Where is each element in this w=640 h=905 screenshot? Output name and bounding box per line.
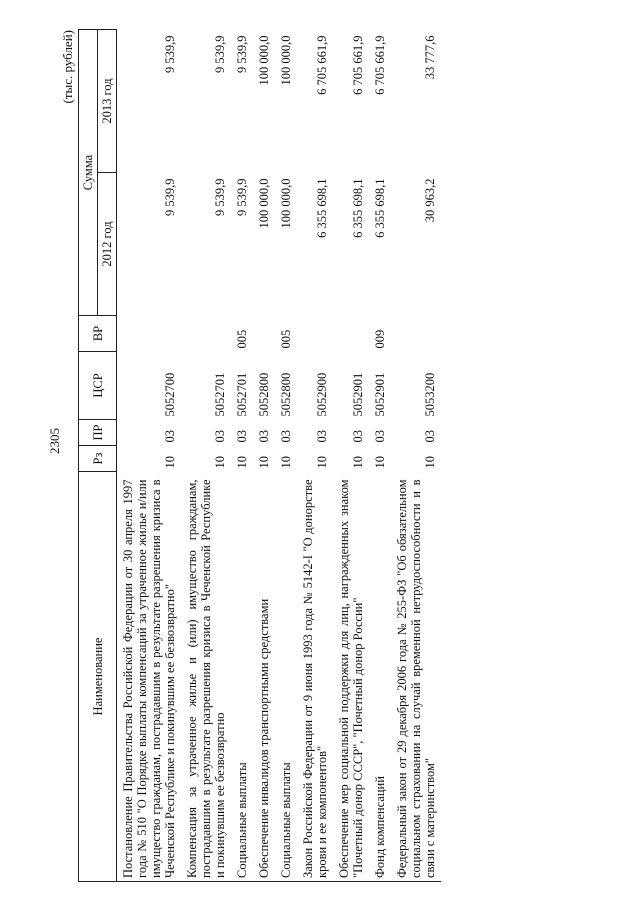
row-2012: 100 000,0 [279,178,293,229]
row-rz: 10 [213,456,227,469]
row-name: Постановление Правительства Российской Федерации от 30 апреля 1997 года № 510 "О Порядке выплаты компенсаций за утраченное жилье и/или имущество гражданам, пострадавшим в результате разрешения кризиса в Чеченской Республике и покинувшим ее безвозвратно" [117,472,182,882]
row-vr [117,316,182,352]
row-name: Федеральный закон от 29 декабря 2006 года № 255-ФЗ "Об обязательном социальном страховании на случай временной нетрудоспособности и в связи с материнством" [391,472,441,882]
row-rz: 10 [163,456,177,469]
row-2013: 9 539,9 [213,35,227,73]
row-2012: 6 355 698,1 [373,178,387,238]
row-csr: 5052701 [213,372,227,417]
row-vr: 005 [235,329,249,349]
row-2013: 6 705 661,9 [373,35,387,95]
row-2013: 6 705 661,9 [315,35,329,95]
page-number: 2305 [47,428,62,454]
table-row [297,30,333,882]
row-name: Социальные выплаты [275,472,297,882]
row-rz: 10 [373,456,387,469]
row-csr: 5052901 [373,372,387,417]
row-name: Обеспечение инвалидов транспортными средствами [253,472,275,882]
row-2012: 6 355 698,1 [351,178,365,238]
row-rz: 10 [235,456,249,469]
row-pr: 03 [315,430,329,443]
row-pr: 03 [213,430,227,443]
row-rz: 10 [257,456,271,469]
row-2013: 9 539,9 [163,35,177,73]
row-rz: 10 [315,456,329,469]
row-pr: 03 [373,430,387,443]
row-pr: 03 [257,430,271,443]
row-pr: 03 [351,430,365,443]
row-name: Социальные выплаты [231,472,253,882]
row-2013: 33 777,6 [423,35,437,80]
header-pr: ПР [79,420,117,446]
budget-table [78,29,441,882]
row-2013: 100 000,0 [257,35,271,86]
row-pr: 03 [163,430,177,443]
rotated-page [60,22,580,882]
row-pr: 03 [279,430,293,443]
table-row [253,30,275,882]
row-2012: 30 963,2 [423,178,437,223]
table-row [369,30,391,882]
table-row [117,30,182,882]
table-row [181,30,231,882]
row-name: Компенсация за утраченное жилье и (или) имущество гражданам, пострадавшим в результате разрешения кризиса в Чеченской Республике и покинувшим ее безвозвратно [181,472,231,882]
units-label: (тыс. рублей) [60,30,75,104]
row-csr: 5052900 [315,372,329,417]
header-csr: ЦСР [79,352,117,420]
row-vr [181,316,231,352]
header-sum: Сумма [79,30,98,316]
row-2013: 100 000,0 [279,35,293,86]
row-pr: 03 [423,430,437,443]
row-vr [253,316,275,352]
row-vr [297,316,333,352]
row-name: Фонд компенсаций [369,472,391,882]
row-vr [333,316,369,352]
row-2012: 6 355 698,1 [315,178,329,238]
row-name: Обеспечение мер социальной поддержки для лиц, награжденных знаком "Почетный донор СССР", "Почетный донор России" [333,472,369,882]
row-csr: 5052901 [351,372,365,417]
row-vr: 009 [373,329,387,349]
table-row [391,30,441,882]
header-2012: 2012 год [98,173,117,316]
row-rz: 10 [279,456,293,469]
table-row [333,30,369,882]
row-rz: 10 [423,456,437,469]
row-csr: 5052800 [279,372,293,417]
row-pr: 03 [235,430,249,443]
row-name: Закон Российской Федерации от 9 июня 1993 года № 5142-I "О донорстве крови и ее компонентов" [297,472,333,882]
row-csr: 5053200 [423,372,437,417]
row-2012: 9 539,9 [213,178,227,216]
row-csr: 5052701 [235,372,249,417]
header-vr: ВР [79,316,117,352]
header-2013: 2013 год [98,30,117,173]
row-vr: 005 [279,329,293,349]
header-name: Наименование [79,472,117,882]
row-vr [391,316,441,352]
row-2012: 100 000,0 [257,178,271,229]
table-row [231,30,253,882]
row-2013: 6 705 661,9 [351,35,365,95]
row-rz: 10 [351,456,365,469]
row-2013: 9 539,9 [235,35,249,73]
row-csr: 5052700 [163,372,177,417]
row-csr: 5052800 [257,372,271,417]
table-row [275,30,297,882]
row-2012: 9 539,9 [163,178,177,216]
row-2012: 9 539,9 [235,178,249,216]
header-rz: Рз [79,446,117,472]
